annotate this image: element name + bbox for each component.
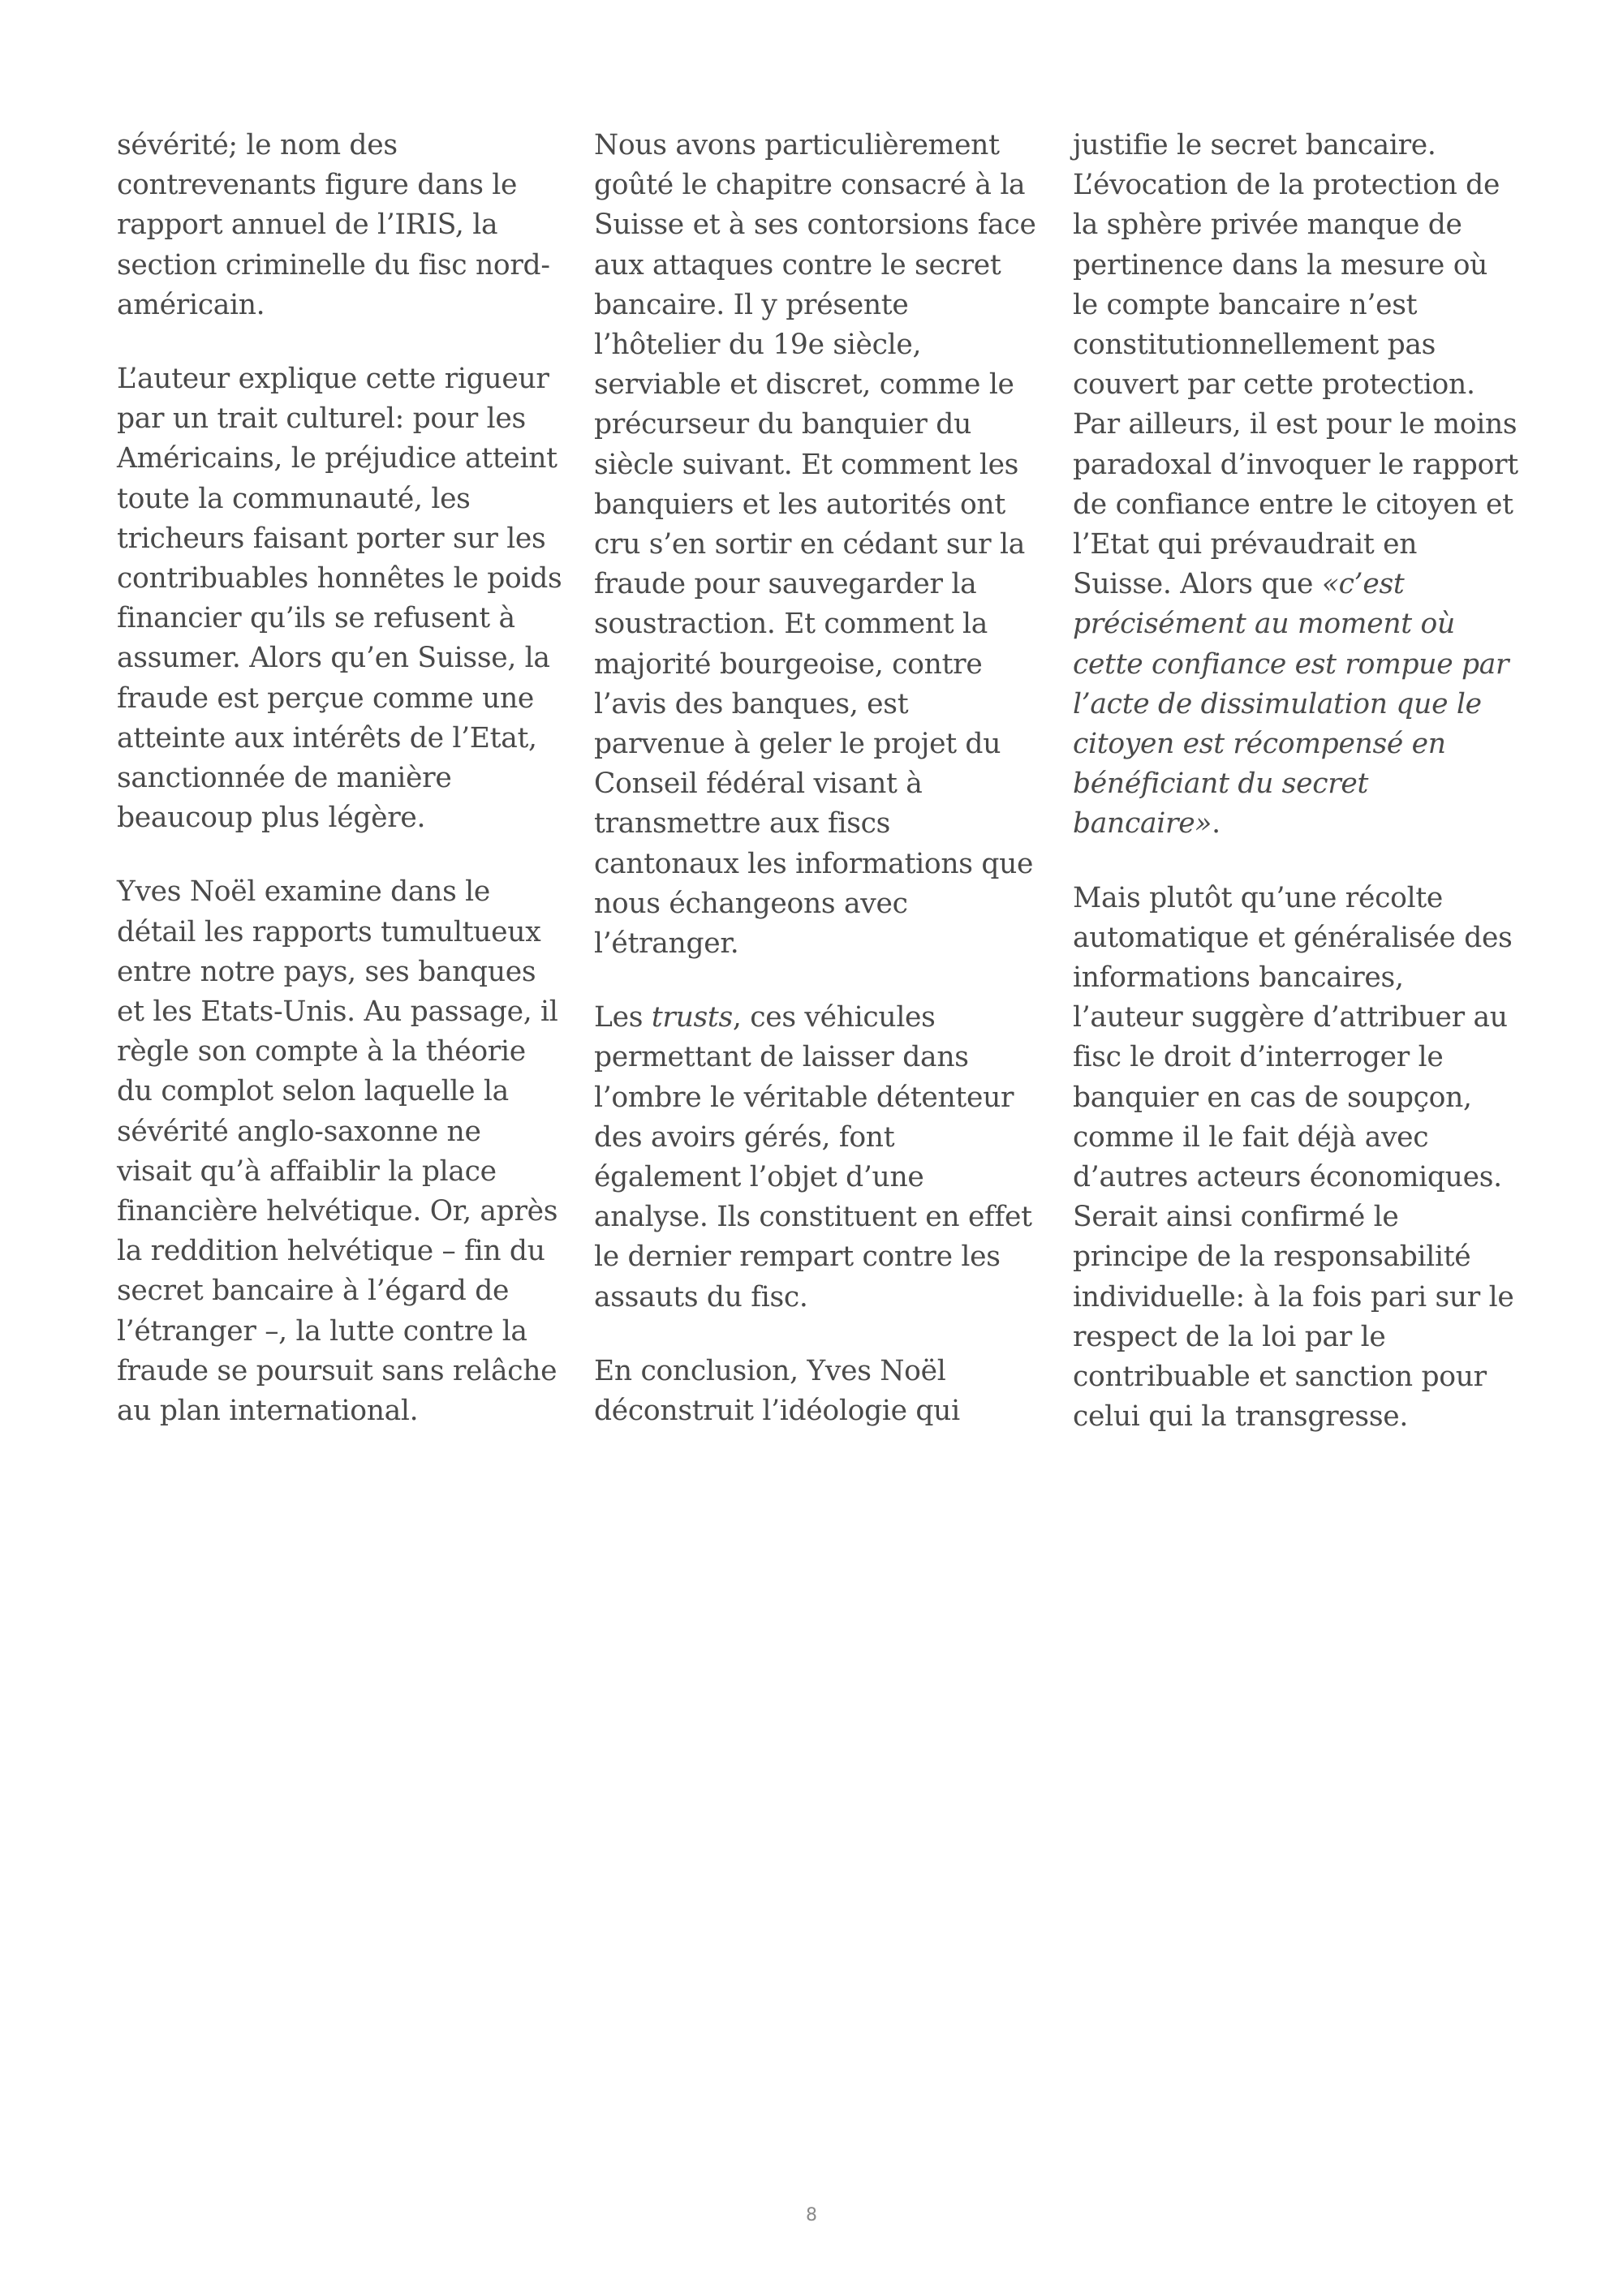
text-line <box>117 246 555 286</box>
text-line <box>594 445 1032 485</box>
text-line <box>594 325 1032 365</box>
text-run: détail les rapports tumultueux <box>117 915 541 948</box>
text-run: parvenue à geler le projet du <box>594 728 1001 761</box>
text-run: et les Etats-Unis. Au passage, il <box>117 995 558 1029</box>
text-run: nous échangeons avec <box>594 887 908 920</box>
text-line <box>594 1278 1032 1318</box>
text-run: transmettre aux fiscs <box>594 807 891 841</box>
text-run: beaucoup plus légère. <box>117 802 426 835</box>
text-line <box>594 205 1036 245</box>
text-line <box>117 1192 558 1232</box>
text-line <box>117 286 555 325</box>
text-line <box>594 1352 1032 1391</box>
page-number: 8 <box>806 2205 817 2225</box>
text-run: Nous avons particulièrement <box>594 129 1000 161</box>
text-line <box>594 525 1032 565</box>
text-line <box>117 205 555 245</box>
text-line <box>594 1237 1032 1277</box>
text-run: couvert par cette protection. <box>1073 368 1475 402</box>
text-run: Américains, le préjudice atteint <box>117 442 558 475</box>
text-line <box>594 246 1032 286</box>
text-run: l’Etat qui prévaudrait en <box>1073 528 1418 561</box>
text-line <box>117 559 562 599</box>
text-run: fraude est perçue comme une <box>117 681 535 715</box>
text-run: Serait ainsi confirmé le <box>1073 1201 1399 1234</box>
text-line <box>594 1197 1032 1237</box>
text-run: du complot selon laquelle la <box>117 1075 509 1108</box>
text-line <box>1073 604 1511 644</box>
text-line <box>1073 764 1511 804</box>
text-line <box>594 126 1032 166</box>
text-line <box>1073 1357 1511 1397</box>
text-run: automatique et généralisée des <box>1073 921 1513 954</box>
text-line <box>117 913 555 952</box>
text-line <box>594 286 1032 325</box>
text-line <box>594 724 1032 764</box>
text-line <box>117 1232 555 1271</box>
paragraph <box>594 998 1032 1318</box>
text-run: le compte bancaire n’est <box>1073 288 1418 321</box>
text-column-3 <box>1073 126 1518 1472</box>
text-run: des avoirs gérés, font <box>594 1120 895 1154</box>
text-run: cantonaux les informations que <box>594 847 1034 880</box>
text-run: celui qui la transgresse. <box>1073 1400 1409 1434</box>
text-run: contrevenants figure dans le <box>117 169 518 202</box>
text-line <box>594 685 1032 724</box>
text-run: également l’objet d’une <box>594 1161 924 1194</box>
text-run: l’hôtelier du 19e siècle, <box>594 329 922 362</box>
paragraph <box>594 126 1036 964</box>
text-line <box>1073 724 1511 764</box>
text-column-1 <box>117 126 562 1465</box>
text-line <box>594 405 1032 445</box>
text-line <box>594 998 1032 1038</box>
text-run: goûté le chapitre consacré à la <box>594 169 1026 202</box>
text-line <box>1073 365 1511 405</box>
text-line <box>117 1271 555 1311</box>
text-run: fisc le droit d’interroger le <box>1073 1041 1444 1074</box>
text-run: bancaire. Il y présente <box>594 288 909 321</box>
text-line <box>1073 1318 1511 1357</box>
text-line <box>117 992 558 1032</box>
text-line <box>1073 685 1511 724</box>
text-run: l’avis des banques, est <box>594 687 909 720</box>
text-line <box>1073 804 1511 844</box>
text-run: informations bancaires, <box>1073 961 1404 995</box>
text-line <box>1073 565 1511 604</box>
text-line <box>594 1118 1032 1158</box>
text-line <box>594 604 1032 644</box>
text-line <box>594 565 1032 604</box>
text-line <box>117 1312 555 1352</box>
text-run: le dernier rempart contre les <box>594 1240 1001 1274</box>
paragraph <box>117 872 558 1431</box>
text-line <box>117 952 555 992</box>
text-line <box>117 439 558 479</box>
text-run: paradoxal d’invoquer le rapport <box>1073 448 1518 481</box>
text-run: principe de la responsabilité <box>1073 1240 1471 1274</box>
text-line <box>1073 325 1511 365</box>
text-line <box>1073 246 1511 286</box>
text-run: toute la communauté, les <box>117 482 471 515</box>
text-line <box>594 485 1032 525</box>
text-line <box>594 1078 1032 1118</box>
italic-text: bancaire» <box>1073 807 1212 841</box>
text-run: , ces véhicules <box>732 1001 936 1034</box>
text-run: d’autres acteurs économiques. <box>1073 1161 1502 1194</box>
text-run: la reddition helvétique – fin du <box>117 1235 545 1268</box>
text-run: tricheurs faisant porter sur les <box>117 522 546 555</box>
text-line <box>117 519 555 559</box>
text-line <box>594 924 1032 964</box>
text-run: contribuable et sanction pour <box>1073 1361 1487 1394</box>
text-line <box>117 1112 555 1152</box>
text-line <box>594 804 1032 844</box>
text-run: Par ailleurs, il est pour le moins <box>1073 408 1518 441</box>
text-line <box>594 1158 1032 1197</box>
text-run: fraude se poursuit sans relâche <box>117 1354 558 1387</box>
text-line <box>117 759 555 798</box>
text-line <box>117 1072 555 1111</box>
text-run: sévérité; le nom des <box>117 129 398 161</box>
text-run: soustraction. Et comment la <box>594 608 988 641</box>
text-line <box>117 479 555 519</box>
italic-text: l’acte de dissimulation que le <box>1073 687 1482 720</box>
text-run: analyse. Ils constituent en effet <box>594 1201 1032 1234</box>
text-run: section criminelle du fisc nord- <box>117 248 550 282</box>
text-run: justifie le secret bancaire. <box>1073 129 1436 161</box>
text-run: sanctionnée de manière <box>117 762 452 795</box>
text-run: par un trait culturel: pour les <box>117 402 526 436</box>
text-run: l’étranger. <box>594 927 739 961</box>
italic-text: citoyen est récompensé en <box>1073 728 1446 761</box>
text-line <box>117 359 555 399</box>
text-column-2 <box>594 126 1036 1465</box>
text-run: pertinence dans la mesure où <box>1073 248 1488 282</box>
text-run: L’auteur explique cette rigueur <box>117 363 549 396</box>
text-line <box>1073 1278 1514 1318</box>
text-run: Suisse et à ses contorsions face <box>594 209 1036 242</box>
text-run: . <box>1212 807 1220 841</box>
text-line <box>117 1391 555 1431</box>
text-run: permettant de laisser dans <box>594 1041 969 1074</box>
text-run: banquiers et les autorités ont <box>594 488 1005 521</box>
text-line <box>1073 958 1511 998</box>
text-run: cru s’en sortir en cédant sur la <box>594 528 1026 561</box>
text-run: précurseur du banquier du <box>594 408 971 441</box>
text-line <box>117 719 555 759</box>
text-run: L’évocation de la protection de <box>1073 169 1500 202</box>
text-line <box>1073 126 1511 166</box>
text-run: rapport annuel de l’IRIS, la <box>117 209 498 242</box>
italic-text: trusts <box>651 1001 733 1034</box>
text-run: Les <box>594 1001 652 1034</box>
text-line <box>1073 998 1511 1038</box>
text-run: au plan international. <box>117 1395 419 1428</box>
paragraph <box>1073 126 1518 845</box>
text-run: sévérité anglo-saxonne ne <box>117 1115 481 1148</box>
text-run: contribuables honnêtes le poids <box>117 562 562 595</box>
text-line <box>117 798 555 838</box>
text-run: visait qu’à affaiblir la place <box>117 1154 497 1188</box>
text-line <box>1073 1078 1511 1118</box>
text-line <box>117 166 555 205</box>
text-line <box>594 645 1032 685</box>
text-run: entre notre pays, ses banques <box>117 955 536 988</box>
text-run: majorité bourgeoise, contre <box>594 647 983 681</box>
text-line <box>117 126 555 166</box>
text-line <box>594 845 1032 884</box>
text-line <box>594 166 1032 205</box>
italic-text: «c’est <box>1321 568 1405 601</box>
text-line <box>1073 1397 1511 1437</box>
paragraph <box>1073 879 1514 1438</box>
text-line <box>117 599 555 638</box>
text-run: respect de la loi par le <box>1073 1320 1386 1353</box>
text-run: assauts du fisc. <box>594 1280 808 1314</box>
text-run: banquier en cas de soupçon, <box>1073 1081 1472 1114</box>
paragraph <box>117 359 562 838</box>
text-line <box>1073 1197 1511 1237</box>
paragraph <box>594 1352 1032 1431</box>
text-run: comme il le fait déjà avec <box>1073 1120 1429 1154</box>
text-line <box>117 399 555 439</box>
text-run: de confiance entre le citoyen et <box>1073 488 1513 521</box>
text-line <box>594 1391 1032 1431</box>
text-line <box>1073 205 1511 245</box>
text-line <box>117 1352 558 1391</box>
text-run: Suisse. Alors que <box>1073 568 1322 601</box>
text-line <box>1073 879 1511 918</box>
text-run: siècle suivant. Et comment les <box>594 448 1019 481</box>
text-run: fraude pour sauvegarder la <box>594 568 977 601</box>
text-run: serviable et discret, comme le <box>594 368 1014 402</box>
text-line <box>594 1038 1032 1077</box>
text-run: américain. <box>117 288 265 321</box>
paragraph <box>117 126 555 325</box>
text-line <box>1073 405 1518 445</box>
text-run: financière helvétique. Or, après <box>117 1195 558 1228</box>
text-line <box>1073 485 1511 525</box>
text-line <box>1073 645 1511 685</box>
text-run: Yves Noël examine dans le <box>117 875 491 909</box>
text-run: assumer. Alors qu’en Suisse, la <box>117 642 550 675</box>
text-line <box>117 1152 555 1192</box>
text-line <box>1073 286 1511 325</box>
text-run: aux attaques contre le secret <box>594 248 1001 282</box>
text-run: secret bancaire à l’égard de <box>117 1275 510 1308</box>
text-run: déconstruit l’idéologie qui <box>594 1395 960 1428</box>
text-line <box>1073 918 1511 958</box>
text-line <box>1073 1158 1511 1197</box>
italic-text: précisément au moment où <box>1073 608 1455 641</box>
text-line <box>1073 166 1511 205</box>
text-line <box>117 872 555 912</box>
text-run: l’auteur suggère d’attribuer au <box>1073 1001 1508 1034</box>
text-run: Conseil fédéral visant à <box>594 767 923 801</box>
text-line <box>1073 445 1518 485</box>
text-run: financier qu’ils se refusent à <box>117 602 515 635</box>
italic-text: bénéficiant du secret <box>1073 767 1369 801</box>
italic-text: cette confiance est rompue par <box>1073 647 1509 681</box>
text-line <box>117 638 555 678</box>
text-line <box>1073 1038 1511 1077</box>
text-run: Mais plutôt qu’une récolte <box>1073 881 1444 914</box>
text-line <box>117 1032 555 1072</box>
text-line <box>117 679 555 719</box>
text-run: individuelle: à la fois pari sur le <box>1073 1280 1514 1314</box>
text-run: En conclusion, Yves Noël <box>594 1354 946 1387</box>
text-run: constitutionnellement pas <box>1073 329 1436 362</box>
text-run: atteinte aux intérêts de l’Etat, <box>117 721 537 755</box>
text-run: l’ombre le véritable détenteur <box>594 1081 1014 1114</box>
text-line <box>594 365 1032 405</box>
text-run: règle son compte à la théorie <box>117 1035 526 1068</box>
text-line <box>1073 1118 1511 1158</box>
text-line <box>594 764 1032 804</box>
text-run: l’étranger –, la lutte contre la <box>117 1314 527 1348</box>
text-line <box>594 884 1032 924</box>
text-line <box>1073 525 1511 565</box>
text-line <box>1073 1237 1511 1277</box>
text-run: la sphère privée manque de <box>1073 209 1462 242</box>
